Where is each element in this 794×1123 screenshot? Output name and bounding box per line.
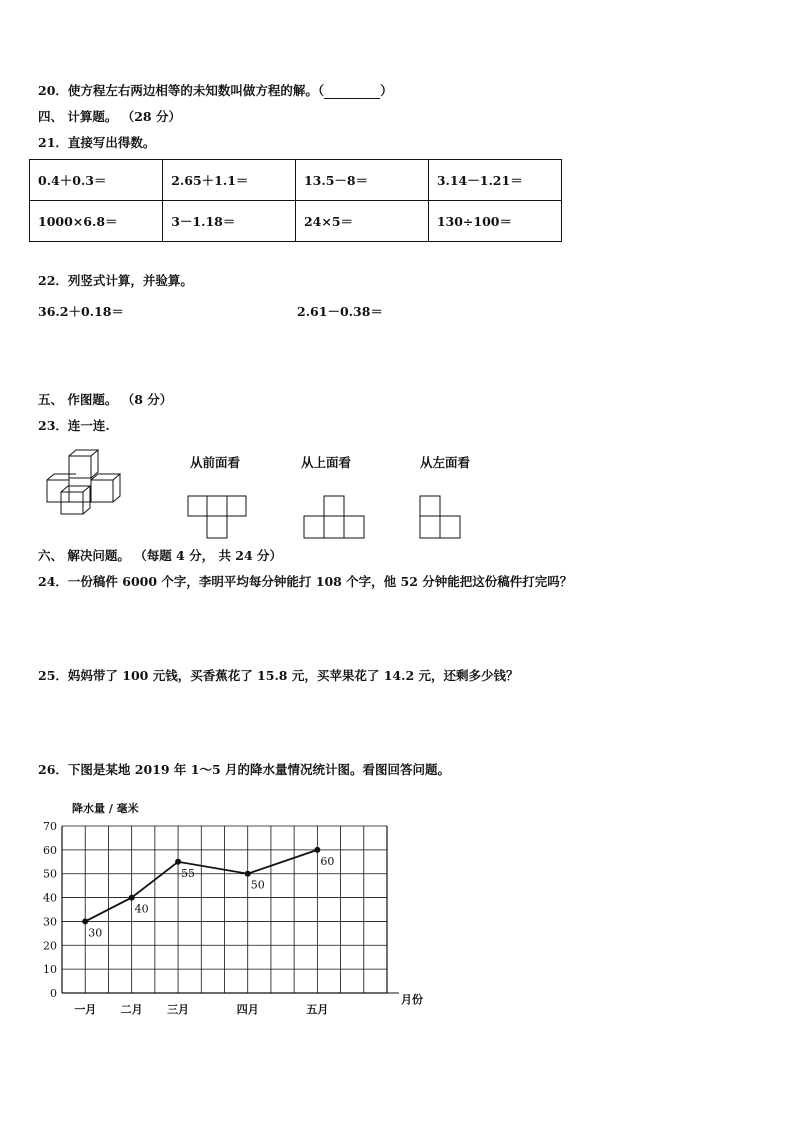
y-tick-label: 0 [50,987,57,1000]
question-24: 24．一份稿件 6000 个字，李明平均每分钟能打 108 个字，他 52 分钟能把这份稿件打完吗？ [38,574,573,589]
y-tick-label: 70 [43,820,57,833]
data-label: 40 [134,902,149,916]
data-label: 60 [320,854,335,868]
question-25: 25．妈妈带了 100 元钱，买香蕉花了 15.8 元，买苹果花了 14.2 元，还剩多少钱？ [38,668,519,683]
question-22-b: 2.61－0.38＝ [297,304,383,319]
question-22: 22．列竖式计算，并验算。 [38,273,193,288]
data-point [314,847,320,853]
y-tick-label: 10 [43,963,57,977]
answer-blank[interactable] [324,86,380,99]
calc-cell: 3.14－1.21＝ [428,160,561,201]
question-21: 21．直接写出得数。 [38,135,156,150]
y-tick-label: 20 [43,939,57,953]
section-5-heading: 五、 作图题。 （8 分） [38,392,173,407]
data-point [245,871,251,877]
front-view-figure[interactable] [186,494,248,540]
question-22-a: 36.2＋0.18＝ [38,304,124,319]
x-tick-label: 四月 [236,1003,259,1016]
calc-cell: 1000×6.8＝ [30,201,163,242]
question-20-close: ） [380,83,393,98]
section-4-heading: 四、 计算题。 （28 分） [38,109,181,124]
data-label: 30 [88,926,103,940]
data-point [82,918,88,924]
x-tick-label: 二月 [120,1003,143,1016]
left-view-figure[interactable] [418,494,464,540]
view-left-label: 从左面看 [420,455,471,470]
x-tick-label: 五月 [306,1003,329,1016]
rainfall-line-chart [30,795,450,1025]
calc-cell: 130÷100＝ [428,201,561,242]
y-axis-label: 降水量 / 毫米 [72,802,139,815]
calc-cell: 0.4＋0.3＝ [30,160,163,201]
table-row [30,201,562,242]
question-26: 26．下图是某地 2019 年 1～5 月的降水量情况统计图。看图回答问题。 [38,762,450,777]
y-tick-label: 40 [43,891,57,905]
y-tick-label: 60 [43,843,57,857]
y-tick-label: 30 [43,915,57,929]
y-tick-label: 50 [43,867,57,881]
calc-cell: 2.65＋1.1＝ [163,160,296,201]
section-6-heading: 六、 解决问题。 （每题 4 分， 共 24 分） [38,548,283,563]
question-20 [38,83,393,99]
data-point [129,895,135,901]
question-23: 23．连一连. [38,418,110,433]
x-tick-label: 一月 [74,1003,97,1016]
question-20-text: 20．使方程左右两边相等的未知数叫做方程的解。（ [38,83,325,98]
calc-table [29,159,562,242]
cube-figure [42,448,132,520]
data-label: 55 [181,866,196,880]
table-row [30,160,562,201]
view-front-label: 从前面看 [190,455,241,470]
view-top-label: 从上面看 [301,455,352,470]
data-label: 50 [250,878,265,892]
calc-cell: 3－1.18＝ [163,201,296,242]
data-point [175,859,181,865]
calc-cell: 24×5＝ [295,201,428,242]
calc-cell: 13.5－8＝ [295,160,428,201]
top-view-figure[interactable] [302,494,366,540]
x-axis-label: 月份 [401,993,423,1006]
x-tick-label: 三月 [167,1003,190,1016]
